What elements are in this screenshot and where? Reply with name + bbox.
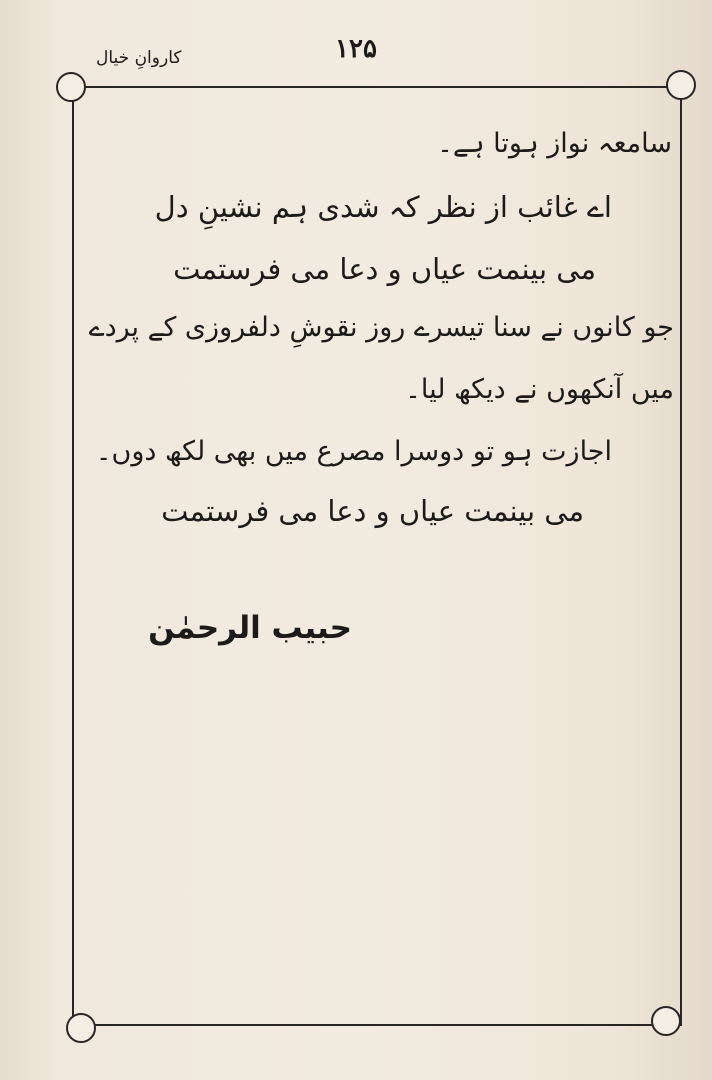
corner-circle-ornament bbox=[651, 1006, 681, 1036]
verse-line: می بینمت عیاں و دعا می فرستمت bbox=[161, 494, 584, 528]
page-number: ۱۲۵ bbox=[335, 34, 377, 64]
verse-line: اے غائب از نظر کہ شدی ہم نشینِ دل bbox=[154, 190, 612, 224]
corner-circle-ornament bbox=[666, 70, 696, 100]
page-border-frame bbox=[72, 86, 682, 1026]
verse-line: می بینمت عیاں و دعا می فرستمت bbox=[173, 252, 596, 286]
corner-circle-ornament bbox=[56, 72, 86, 102]
signature: حبیب الرحمٰن bbox=[148, 610, 352, 646]
corner-circle-ornament bbox=[66, 1013, 96, 1043]
text-line: جو کانوں نے سنا تیسرے روز نقوشِ دلفروزی کے پردے bbox=[88, 312, 674, 343]
text-line: میں آنکھوں نے دیکھ لیا۔ bbox=[405, 374, 674, 405]
text-line: اجازت ہو تو دوسرا مصرع میں بھی لکھ دوں۔ bbox=[95, 436, 612, 467]
text-line: سامعہ نواز ہوتا ہے۔ bbox=[437, 128, 672, 159]
running-title: کاروانِ خیال bbox=[96, 48, 182, 68]
